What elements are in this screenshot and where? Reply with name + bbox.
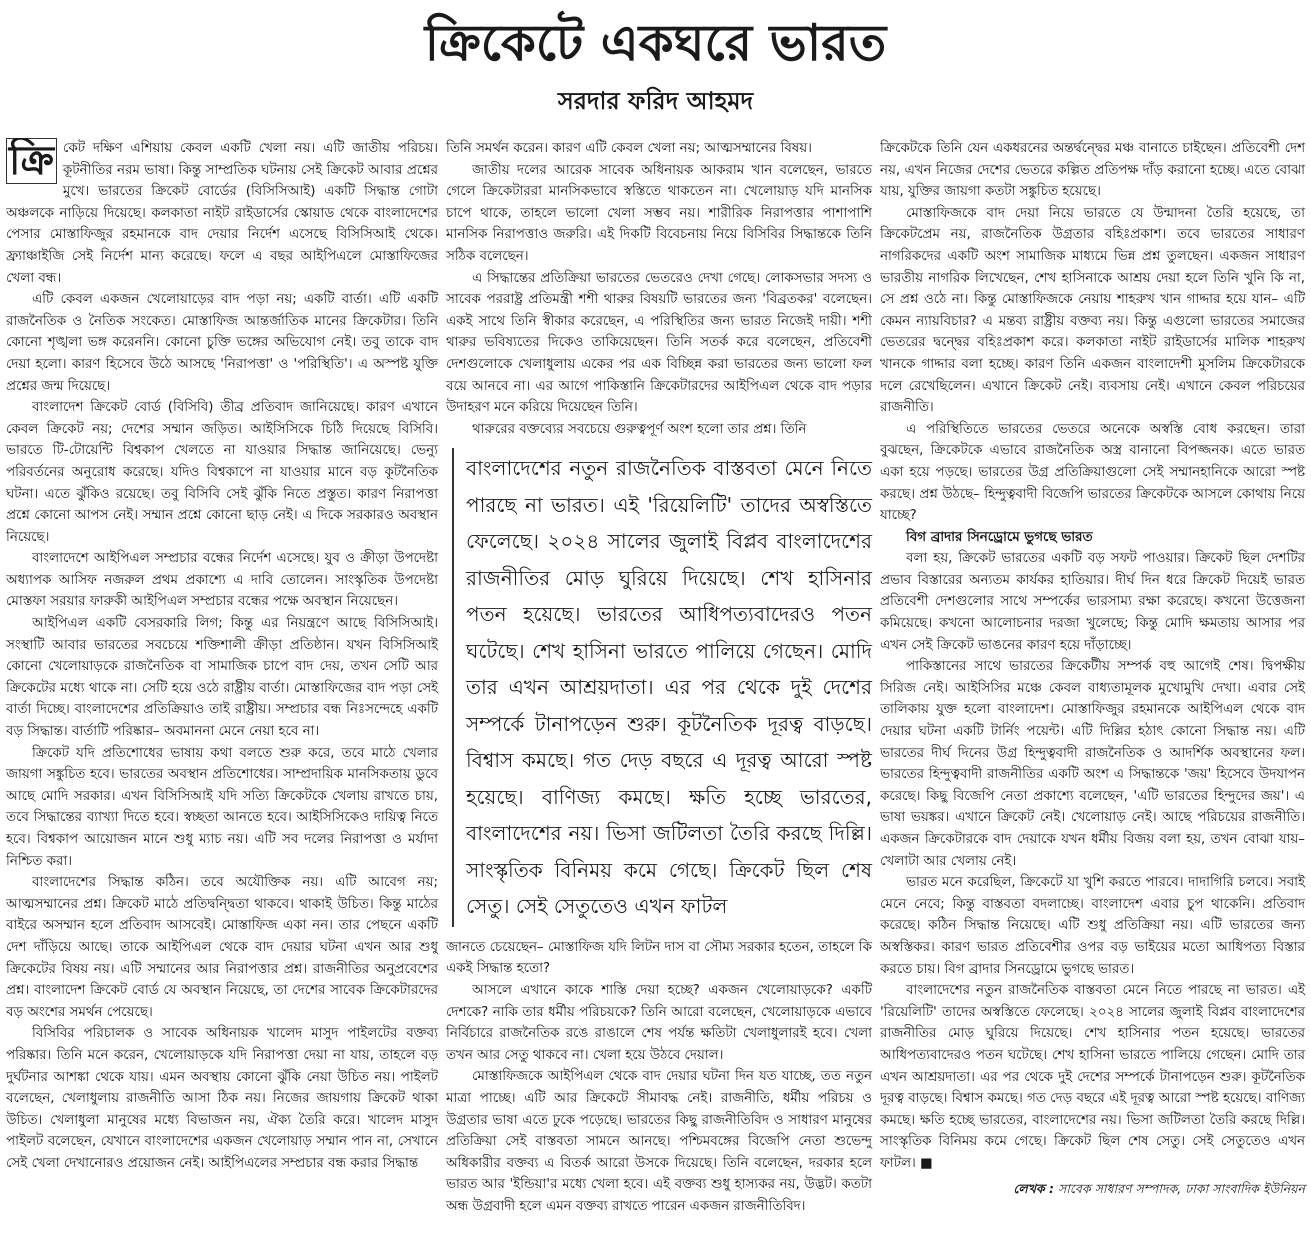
paragraph: জাতীয় দলের আরেক সাবেক অধিনায়ক আকরাম খান বলেছেন, ভারতে গেলে ক্রিকেটাররা মানসিকভাবে স্বস্তিতে থাকতেন না। খেলোয়াড় যদি মানসিক চাপে থাকে, তাহলে ভালো খেলা সম্ভব নয়। শারীরিক নিরাপত্তার পাশাপাশি মানসিক নিরাপত্তাও জরুরি। এই দিকটি বিবেচনায় নিয়ে বিসিবির সিদ্ধান্তকে তিনি সঠিক বলেছেন। bbox=[446, 162, 872, 264]
paragraph: ক্রিকেটকে তিনি যেন একধরনের অন্তর্দ্বন্দ্বের মঞ্চ বানাতে চাইছেন। প্রতিবেশী দেশ নয়, এখন নিজের দেশের ভেতরে কল্পিত প্রতিপক্ষ দাঁড় করানো হচ্ছে। এতে বোঝা যায়, যুক্তির জায়গা কতটা সঙ্কুচিত হয়েছে। bbox=[880, 141, 1305, 200]
paragraph: বাংলাদেশের নতুন রাজনৈতিক বাস্তবতা মেনে নিতে পারছে না ভারত। এই 'রিয়েলিটি' তাদের অস্বস্তিতে ফেলেছে। ২০২৪ সালের জুলাই বিপ্লব বাংলাদেশের রাজনীতির মোড় ঘুরিয়ে দিয়েছে। শেখ হাসিনার পতন হয়েছে। ভারতের আধিপত্যবাদেরও পতন ঘটেছে। শেখ হাসিনা ভারতে পালিয়ে গেছেন। মোদি তার এখন আশ্রয়দাতা। এর পর থেকে দুই দেশের সম্পর্কে টানাপড়েন শুরু। কূটনৈতিক দূরত্ব বাড়ছে। বিশ্বাস কমছে। গত দেড় বছরে এই দূরত্ব আরো স্পষ্ট হয়েছে। বাণিজ্য কমছে। ক্ষতি হচ্ছে ভারতের, বাংলাদেশের নয়। ভিসা জটিলতা তৈরি করছে দিল্লি। সাংস্কৃতিক বিনিময় কমে গেছে। ক্রিকেট ছিল শেষ সেতু। সেই সেতুতেও এখন ফাটল। ■ bbox=[880, 983, 1305, 1171]
author-text: সাবেক সাধারণ সম্পাদক, ঢাকা সাংবাদিক ইউনিয়ন bbox=[1058, 1180, 1305, 1196]
paragraph: মোস্তাফিজকে বাদ দেয়া নিয়ে ভারতে যে উন্মাদনা তৈরি হয়েছে, তা ক্রিকেটপ্রেম নয়, রাজনৈতিক উগ্রতার বহিঃপ্রকাশ। তবে ভারতের সাধারণ নাগরিকদের একটি অংশ সামাজিক মাধ্যমে ভিন্ন প্রশ্ন তুলছেন। একজন সাধারণ ভারতীয় নাগরিক লিখেছেন, শেখ হাসিনাকে আশ্রয় দেয়া হলে তিনি খুনি কি না, সে প্রশ্ন ওঠে না। কিন্তু মোস্তাফিজকে নেয়ায় শাহরুখ খান গাদ্দার হয়ে যান– এটি কেমন ন্যায়বিচার? এ মন্তব্য রাষ্ট্রীয় বক্তব্য নয়। কিন্তু এগুলো ভারতের সমাজের ভেতরের দ্বন্দ্বের বহিঃপ্রকাশ করে। কলকাতা নাইট রাইডার্সের মালিক শাহরুখ খানকে গাদ্দার বলা হচ্ছে। কারণ তিনি একজন বাংলাদেশী মুসলিম ক্রিকেটারকে দলে রেখেছিলেন। এখানে ক্রিকেট নেই। ব্যবসায় নেই। এখানে কেবল পরিচয়ের রাজনীতি। bbox=[880, 205, 1305, 416]
byline: সরদার ফরিদ আহমদ bbox=[557, 87, 754, 115]
paragraph: পাকিস্তানের সাথে ভারতের ক্রিকেটীয় সম্পর্ক বহু আগেই শেষ। দ্বিপক্ষীয় সিরিজ নেই। আইসিসির মঞ্চে কেবল বাধ্যতামূলক মুখোমুখি দেখা। এবার সেই তালিকায় যুক্ত হলো বাংলাদেশ। মোস্তাফিজুর রহমানকে আইপিএল থেকে বাদ দেয়ার ঘটনা একটি টার্নিং পয়েন্ট। এটি দিল্লির হঠাৎ কোনো সিদ্ধান্ত নয়। এটি ভারতের দীর্ঘ দিনের উগ্র হিন্দুত্ববাদী রাজনৈতিক ও আদর্শিক অবস্থানের ফল। ভারতের হিন্দুত্ববাদী রাজনীতির একটি অংশ এ সিদ্ধান্তকে 'জয়' হিসেবে উদযাপন করেছে। কিছু বিজেপি নেতা প্রকাশ্যে বলেছেন, 'এটি ভারতের হিন্দুদের জয়'। এ ভাষা ভয়ঙ্কর। এখানে ক্রিকেট নেই। খেলোয়াড় নেই। আছে পরিচয়ের রাজনীতি। একজন ক্রিকেটারকে বাদ দেয়াকে যখন ধর্মীয় বিজয় বলা হয়, তখন বোঝা যায়– খেলাটা আর খেলায় নেই। bbox=[880, 659, 1305, 869]
article-body bbox=[0, 118, 1311, 1218]
paragraph-text: কেট দক্ষিণ এশিয়ায় কেবল একটি খেলা নয়। এটি জাতীয় পরিচয়। কূটনীতির নরম ভাষা। কিন্তু সাম্প্রতিক ঘটনায় সেই ক্রিকেট আবার প্রশ্নের মুখে। ভারতের ক্রিকেট বোর্ডের (বিসিসিআই) একটি সিদ্ধান্ত গোটা অঞ্চলকে নাড়িয়ে দিয়েছে। কলকাতা নাইট রাইডার্সের স্কোয়াড থেকে বাংলাদেশের পেসার মোস্তাফিজুর রহমানকে বাদ দেয়ার নির্দেশ এসেছে বিসিসিআই থেকে। ফ্র্যাঞ্চাইজি সেই নির্দেশ মান্য করেছে। ফলে এ বছর আইপিএলে মোস্তাফিজের খেলা বন্ধ। bbox=[6, 141, 438, 286]
paragraph: ভারত মনে করেছিল, ক্রিকেটে যা খুশি করতে পারবে। দাদাগিরি চলবে। সবাই মেনে নেবে; কিন্তু বাস্তবতা বদলাচ্ছে। বাংলাদেশ এবার চুপ থাকেনি। প্রতিবাদ করেছে। কঠিন সিদ্ধান্ত নিয়েছে। এটি শুধু প্রতিক্রিয়া নয়। এটি ভারতের জন্য অস্বস্তিকর। কারণ ভারত প্রতিবেশীর ওপর বড় ভাইয়ের মতো আধিপত্য বিস্তার করতে চায়। বিগ ব্রাদার সিনড্রোমে ভুগছে ভারত। bbox=[880, 875, 1305, 977]
paragraph: এ পরিস্থিতিতে ভারতের ভেতরে অনেকে অস্বস্তি বোধ করছেন। তারা বুঝছেন, ক্রিকেটকে এভাবে রাজনৈতিক অস্ত্র বানানো বিপজ্জনক। এতে ভারত একা হয়ে পড়ছে। ভারতের উগ্র প্রতিক্রিয়াগুলো সেই সম্মানহানিকে আরো স্পষ্ট করছে। প্রশ্ন উঠছে– হিন্দুত্ববাদী বিজেপি ভারতের ক্রিকেটকে আসলে কোথায় নিয়ে যাচ্ছে? bbox=[880, 421, 1305, 524]
paragraph: বলা হয়, ক্রিকেট ভারতের একটি বড় সফট পাওয়ার। ক্রিকেট ছিল দেশটির প্রভাব বিস্তারের অন্যতম কার্যকর হাতিয়ার। দীর্ঘ দিন ধরে ক্রিকেট দিয়েই ভারত প্রতিবেশী দেশগুলোর সাথে সম্পর্কের ভারসাম্য রক্ষা করেছে। কখনো উত্তেজনা কমিয়েছে। কখনো আলোচনার দরজা খুলেছে; কিন্তু মোদি ক্ষমতায় আসার পর এখন সেই ক্রিকেট ভাঙনের কারণ হয়ে দাঁড়াচ্ছে। bbox=[880, 551, 1305, 653]
paragraph bbox=[6, 138, 438, 289]
paragraph: আইপিএল একটি বেসরকারি লিগ; কিন্তু এর নিয়ন্ত্রণে আছে বিসিসিআই। সংস্থাটি আবার ভারতের সবচেয়ে শক্তিশালী ক্রীড়া প্রতিষ্ঠান। যখন বিসিসিআই কোনো খেলোয়াড়কে রাজনৈতিক বা সামাজিক চাপে বাদ দেয়, তখন সেটি আর ক্রিকেটের মধ্যে থাকে না। সেটি হয়ে ওঠে রাষ্ট্রীয় বার্তা। মোস্তাফিজের বাদ পড়া সেই বার্তা দিচ্ছে। বাংলাদেশের প্রতিক্রিয়াও তাই রাষ্ট্রীয়। সম্প্রচার বন্ধ নিঃসন্দেহে একটি বড় সিদ্ধান্ত। বার্তাটি পরিষ্কার– অবমাননা মেনে নেয়া হবে না। bbox=[6, 616, 438, 740]
paragraph: জানতে চেয়েছেন– মোস্তাফিজ যদি লিটন দাস বা সৌম্য সরকার হতেন, তাহলে কি একই সিদ্ধান্ত হতো? bbox=[446, 939, 872, 977]
paragraph: এটি কেবল একজন খেলোয়াড়ের বাদ পড়া নয়; একটি বার্তা। এটি একটি রাজনৈতিক ও নৈতিক সংকেত। মোস্তাফিজ আন্তর্জাতিক মানের ক্রিকেটার। তিনি কোনো শৃঙ্খলা ভঙ্গ করেননি। কোনো চুক্তি ভঙ্গের অভিযোগ নেই। তবু তাকে বাদ দেয়া হলো। কারণ হিসেবে উঠে আসছে 'নিরাপত্তা' ও 'পরিস্থিতি'। এ অস্পষ্ট যুক্তি প্রশ্নের জন্ম দিয়েছে। bbox=[6, 292, 438, 394]
paragraph: বিসিবির পরিচালক ও সাবেক অধিনায়ক খালেদ মাসুদ পাইলটের বক্তব্য পরিষ্কার। তিনি মনে করেন, খেলোয়াড়কে যদি নিরাপত্তা দেয়া না যায়, তাহলে বড় দুর্ঘটনার আশঙ্কা থেকে যায়। এমন অবস্থায় কোনো ঝুঁকি নেয়া উচিত নয়। পাইলট বলেছেন, খেলাধুলায় রাজনীতি আসা ঠিক নয়। নিজের জায়গায় ক্রিকেট থাকা উচিত। খেলাধুলা মানুষের মধ্যে বিভাজন নয়, ঐক্য তৈরি করে। খালেদ মাসুদ পাইলট বলেছেন, যেখানে বাংলাদেশের একজন খেলোয়াড় সম্মান পান না, সেখানে সেই খেলা দেখানোরও প্রয়োজন নেই। আইপিএলের সম্প্রচার বন্ধ করার সিদ্ধান্ত bbox=[6, 1026, 438, 1171]
paragraph: ক্রিকেট যদি প্রতিশোধের ভাষায় কথা বলতে শুরু করে, তবে মাঠে খেলার জায়গা সঙ্কুচিত হবে। ভারতের অবস্থান প্রতিশোধের। সাম্প্রদায়িক মানসিকতায় ডুবে আছে মোদি সরকার। এখন বিসিসিআই যদি সত্যি ক্রিকেটকে খেলায় রাখতে চায়, তবে সিদ্ধান্তের ব্যাখ্যা দিতে হবে। স্বচ্ছতা আনতে হবে। আইসিসিকেও দায়িত্ব নিতে হবে। বিশ্বকাপ আয়োজন মানে শুধু ম্যাচ নয়। এটি সব দলের নিরাপত্তা ও মর্যাদা নিশ্চিত করা। bbox=[6, 745, 438, 869]
paragraph: বাংলাদেশে আইপিএল সম্প্রচার বন্ধের নির্দেশ এসেছে। যুব ও ক্রীড়া উপদেষ্টা অধ্যাপক আসিফ নজরুল প্রথম প্রকাশ্যে এ দাবি তোলেন। সাংস্কৃতিক উপদেষ্টা মোস্তফা সরয়ার ফারুকী আইপিএল সম্প্রচার বন্ধের পক্ষে অবস্থান নিয়েছেন। bbox=[6, 551, 438, 610]
column-3 bbox=[880, 138, 1305, 1199]
paragraph: বাংলাদেশ ক্রিকেট বোর্ড (বিসিবি) তীব্র প্রতিবাদ জানিয়েছে। কারণ এখানে কেবল ক্রিকেট নয়; দেশের সম্মান জড়িত। আইসিসিকে চিঠি দিয়েছে বিসিবি। ভারতে টি-টোয়েন্টি বিশ্বকাপ খেলতে না যাওয়ার সিদ্ধান্ত জানিয়েছে। ভেন্যু পরিবর্তনের অনুরোধ করেছে। যদিও বিশ্বকাপে না যাওয়ার মানে বড় কূটনৈতিক ঘটনা। এতে ঝুঁকিও রয়েছে। তবু বিসিবি সেই ঝুঁকি নিতে প্রস্তুত। কারণ নিরাপত্তা প্রশ্নে কোনো আপস নেই। সম্মান প্রশ্নে কোনো ছাড় নেই। এ দিকে সরকারও অবস্থান নিয়েছে। bbox=[6, 400, 438, 545]
headline: ক্রিকেটে একঘরে ভারত bbox=[424, 14, 887, 72]
author-label: লেখক : bbox=[1013, 1180, 1055, 1196]
paragraph: বাংলাদেশের সিদ্ধান্ত কঠিন। তবে অযৌক্তিক নয়। এটি আবেগ নয়; আত্মসম্মানের প্রশ্ন। ক্রিকেট মাঠে প্রতিদ্বন্দ্বিতা থাকবে। থাকাই উচিত। কিন্তু মাঠের বাইরে অসম্মান হলে প্রতিবাদ আসবেই। মোস্তাফিজ একা নন। তার পেছনে একটি দেশ দাঁড়িয়ে আছে। তাকে আইপিএল থেকে বাদ দেয়ার ঘটনা এখন আর শুধু ক্রিকেটের বিষয় নয়। এটি সম্মানের আর নিরাপত্তার প্রশ্ন। রাজনীতির অনুপ্রবেশের প্রশ্ন। বাংলাদেশ ক্রিকেট বোর্ড যে অবস্থান নিয়েছে, তা দেশের সাবেক ক্রিকেটারদের বড় অংশের সমর্থন পেয়েছে। bbox=[6, 875, 438, 1020]
column-2 bbox=[446, 138, 872, 1218]
paragraph: এ সিদ্ধান্তের প্রতিক্রিয়া ভারতের ভেতরেও দেখা গেছে। লোকসভার সদস্য ও সাবেক পররাষ্ট্র প্রতিমন্ত্রী শশী থারুর বিষয়টি ভারতের জন্য 'বিব্রতকর' বলেছেন। একই সাথে তিনি স্বীকার করেছেন, এ পরিস্থিতির জন্য ভারত নিজেই দায়ী। শশী থারুর ভবিষ্যতের দিকেও তাকিয়েছেন। তিনি সতর্ক করে বলেছেন, প্রতিবেশী দেশগুলোকে খেলাধুলায় একের পর এক বিচ্ছিন্ন করা ভারতের জন্য ভালো ফল বয়ে আনবে না। এর আগে পাকিস্তানি ক্রিকেটারদের আইপিএল থেকে বাদ পড়ার উদাহরণ মনে করিয়ে দিয়েছেন তিনি। bbox=[446, 270, 872, 416]
paragraph: থারুরের বক্তব্যের সবচেয়ে গুরুত্বপূর্ণ অংশ হলো তার প্রশ্ন। তিনি bbox=[472, 421, 807, 437]
pull-quote: বাংলাদেশের নতুন রাজনৈতিক বাস্তবতা মেনে নিতে পারছে না ভারত। এই 'রিয়েলিটি' তাদের অস্বস্তিতে ফেলেছে। ২০২৪ সালের জুলাই বিপ্লব বাংলাদেশের রাজনীতির মোড় ঘুরিয়ে দিয়েছে। শেখ হাসিনার পতন হয়েছে। ভারতের আধিপত্যবাদেরও পতন ঘটেছে। শেখ হাসিনা ভারতে পালিয়ে গেছেন। মোদি তার এখন আশ্রয়দাতা। এর পর থেকে দুই দেশের সম্পর্কে টানাপড়েন শুরু। কূটনৈতিক দূরত্ব বাড়ছে। বিশ্বাস কমছে। গত দেড় বছরে এ দূরত্ব আরো স্পষ্ট হয়েছে। বাণিজ্য কমছে। ক্ষতি হচ্ছে ভারতের, বাংলাদেশের নয়। ভিসা জটিলতা তৈরি করছে দিল্লি। সাংস্কৃতিক বিনিময় কমে গেছে। ক্রিকেট ছিল শেষ সেতু। সেই সেতুতেও এখন ফাটল bbox=[452, 448, 872, 927]
author-note bbox=[880, 1179, 1305, 1199]
paragraph: মোস্তাফিজকে আইপিএল থেকে বাদ দেয়ার ঘটনা দিন যত যাচ্ছে, তত নতুন মাত্রা পাচ্ছে। এটি আর ক্রিকেটে সীমাবদ্ধ নেই। রাজনীতি, ধর্মীয় পরিচয় ও উগ্রতার ভাষা এতে ঢুকে পড়েছে। ভারতের কিছু রাজনীতিবিদ ও সাধারণ মানুষের প্রতিক্রিয়া সেই বাস্তবতা সামনে আনছে। পশ্চিমবঙ্গের বিজেপি নেতা শুভেন্দু অধিকারীর বক্তব্য এ বিতর্ক আরো উসকে দিয়েছে। তিনি বলেছেন, দরকার হলে ভারত আর 'ইন্ডিয়া'র মধ্যে খেলা হবে। এই বক্তব্য শুধু হাস্যকর নয়, উদ্ভট। কতটা অন্ধ উগ্রবাদী হলে এমন বক্তব্য রাখতে পারেন একজন রাজনীতিবিদ। bbox=[446, 1069, 872, 1214]
paragraph: আসলে এখানে কাকে শাস্তি দেয়া হচ্ছে? একজন খেলোয়াড়কে? একটি দেশকে? নাকি তার ধর্মীয় পরিচয়কে? তিনি আরো বলেছেন, খেলোয়াড়কে এভাবে নির্বিচারে রাজনৈতিক রঙে রাঙালে শেষ পর্যন্ত ক্ষতিটা খেলাধুলারই হবে। খেলা তখন আর সেতু থাকবে না। খেলা হয়ে উঠবে দেয়াল। bbox=[446, 983, 872, 1063]
drop-cap: ক্রি bbox=[6, 138, 57, 184]
column-1 bbox=[6, 138, 438, 1175]
article-header bbox=[0, 0, 1311, 118]
subheading: বিগ ব্রাদার সিনড্রোমে ভুগছে ভারত bbox=[906, 529, 1093, 545]
paragraph: তিনি সমর্থন করেন। কারণ এটি কেবল খেলা নয়; আত্মসম্মানের বিষয়। bbox=[446, 141, 812, 156]
